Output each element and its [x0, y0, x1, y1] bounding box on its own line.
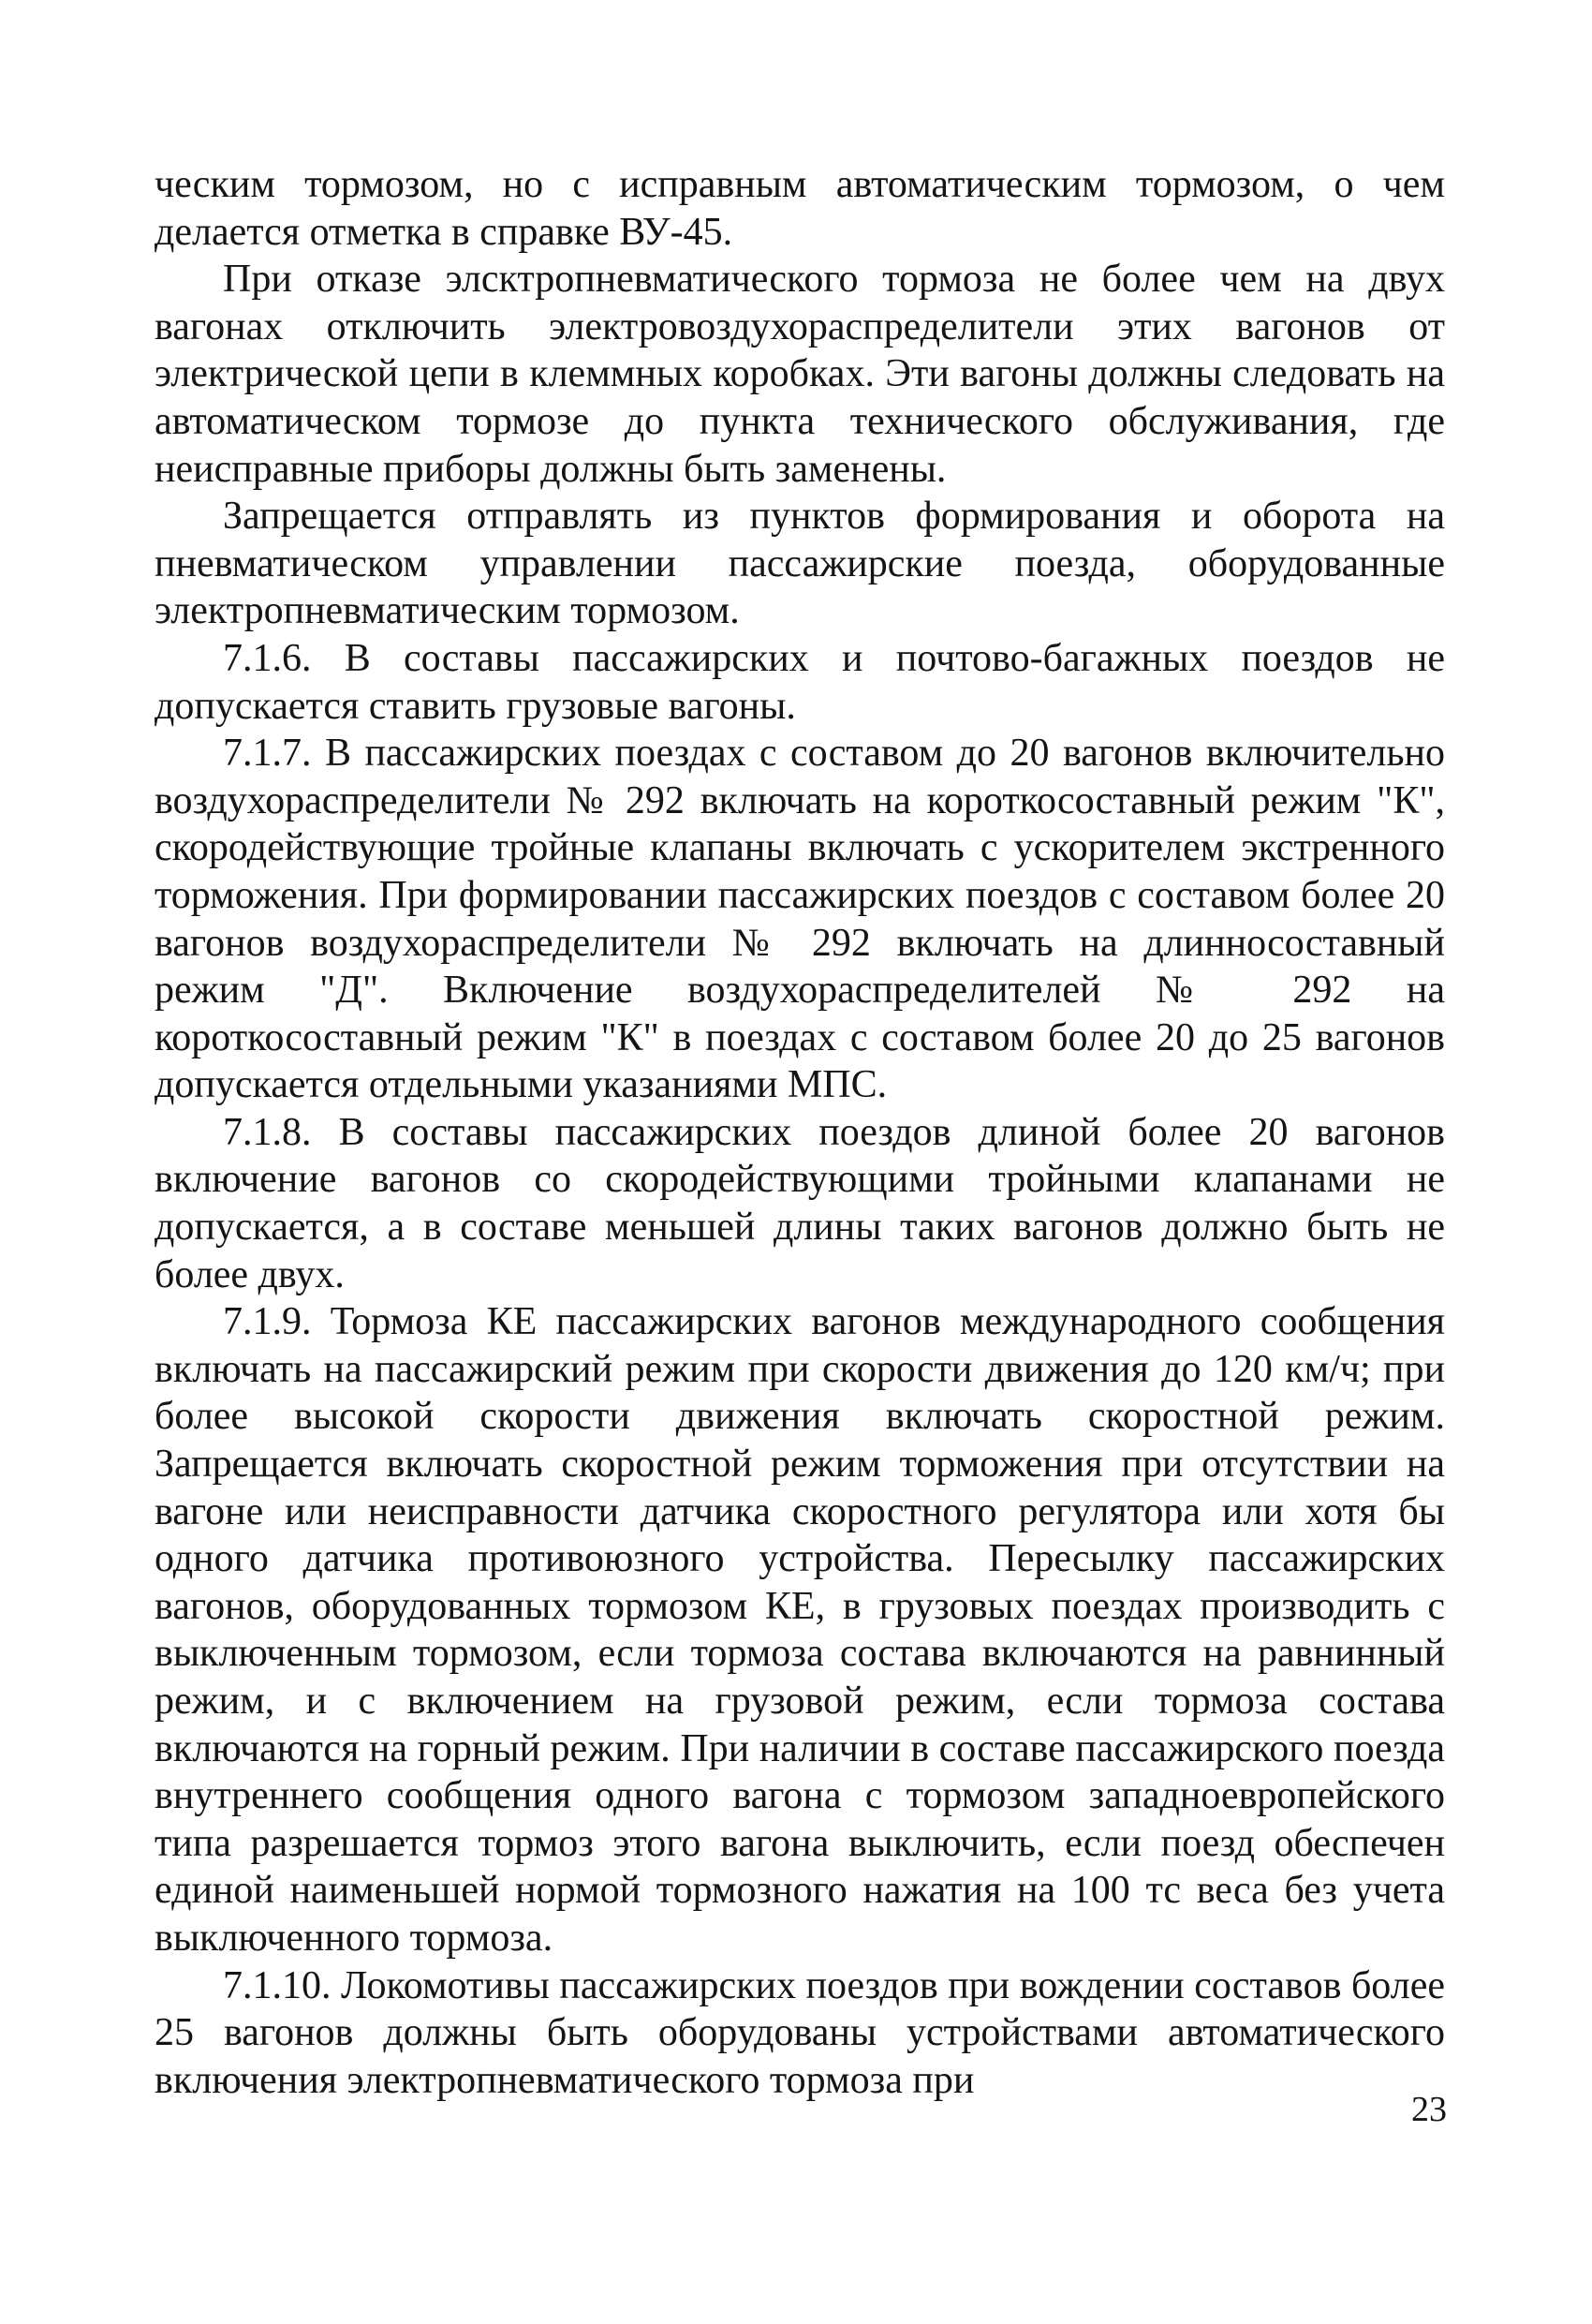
body-text: [155, 161, 1445, 2104]
paragraph-7-1-7: 7.1.7. В пассажирских поездах с составом до 20 вагонов включительно воздухораспределители № 292 включать на короткосоставный режим "К", скородействующие тройные клапаны включать с ускорителем экстренного торможения. При формировании пассажирских поездов с составом более 20 вагонов воздухораспределители № 292 включать на длинносоставный режим "Д". Включение воздухораспределителей № 292 на короткосоставный режим "К" в поездах с составом более 20 до 25 вагонов допускается отдельными указаниями МПС.: [155, 732, 1445, 1107]
paragraph-ep-brake-failure: При отказе элсктропневматического тормоза не более чем на двух вагонах отключить электровоздухораспределители этих вагонов от электрической цепи в клеммных коробках. Эти вагоны должны следовать на автоматическом тормозе до пункта технического обслуживания, где неисправные приборы должны быть заменены.: [155, 258, 1445, 491]
paragraph-7-1-10: 7.1.10. Локомотивы пассажирских поездов при вождении составов более 25 вагонов должны быть оборудованы устройствами автоматического включения электропневматического тормоза при: [155, 1963, 1445, 2102]
paragraph-7-1-9: 7.1.9. Тормоза КЕ пассажирских вагонов международного сообщения включать на пассажирский режим при скорости движения до 120 км/ч; при более высокой скорости движения включать скоростной режим. Запрещается включать скоростной режим торможения при отсутствии на вагоне или неисправности датчика скоростного регулятора или хотя бы одного датчика противоюзного устройства. Пересылку пассажирских вагонов, оборудованных тормозом КЕ, в грузовых поездах производить с выключенным тормозом, если тормоза состава включаются на равнинный режим, и с включением на грузовой режим, если тормоза состава включаются на горный режим. При наличии в составе пассажирского поезда внутреннего сообщения одного вагона с тормозом западноевропейского типа разрешается тормоз этого вагона выключить, если поезд обеспечен единой наименьшей нормой тормозного нажатия на 100 тс веса без учета выключенного тормоза.: [155, 1300, 1445, 1960]
page-number: 23: [1411, 2090, 1447, 2129]
paragraph-7-1-8: 7.1.8. В составы пассажирских поездов длиной более 20 вагонов включение вагонов со скородействующими тройными клапанами не допускается, а в составе меньшей длины таких вагонов должно быть не более двух.: [155, 1110, 1445, 1296]
paragraph-7-1-6: 7.1.6. В составы пассажирских и почтово-багажных поездов не допускается ставить грузовые вагоны.: [155, 636, 1445, 728]
paragraph-continued: ческим тормозом, но с исправным автоматическим тормозом, о чем делается отметка в справке ВУ-45.: [155, 163, 1445, 254]
paragraph-dispatch-prohibition: Запрещается отправлять из пунктов формирования и оборота на пневматическом управлении пассажирские поезда, оборудованные электропневматическим тормозом.: [155, 495, 1445, 633]
